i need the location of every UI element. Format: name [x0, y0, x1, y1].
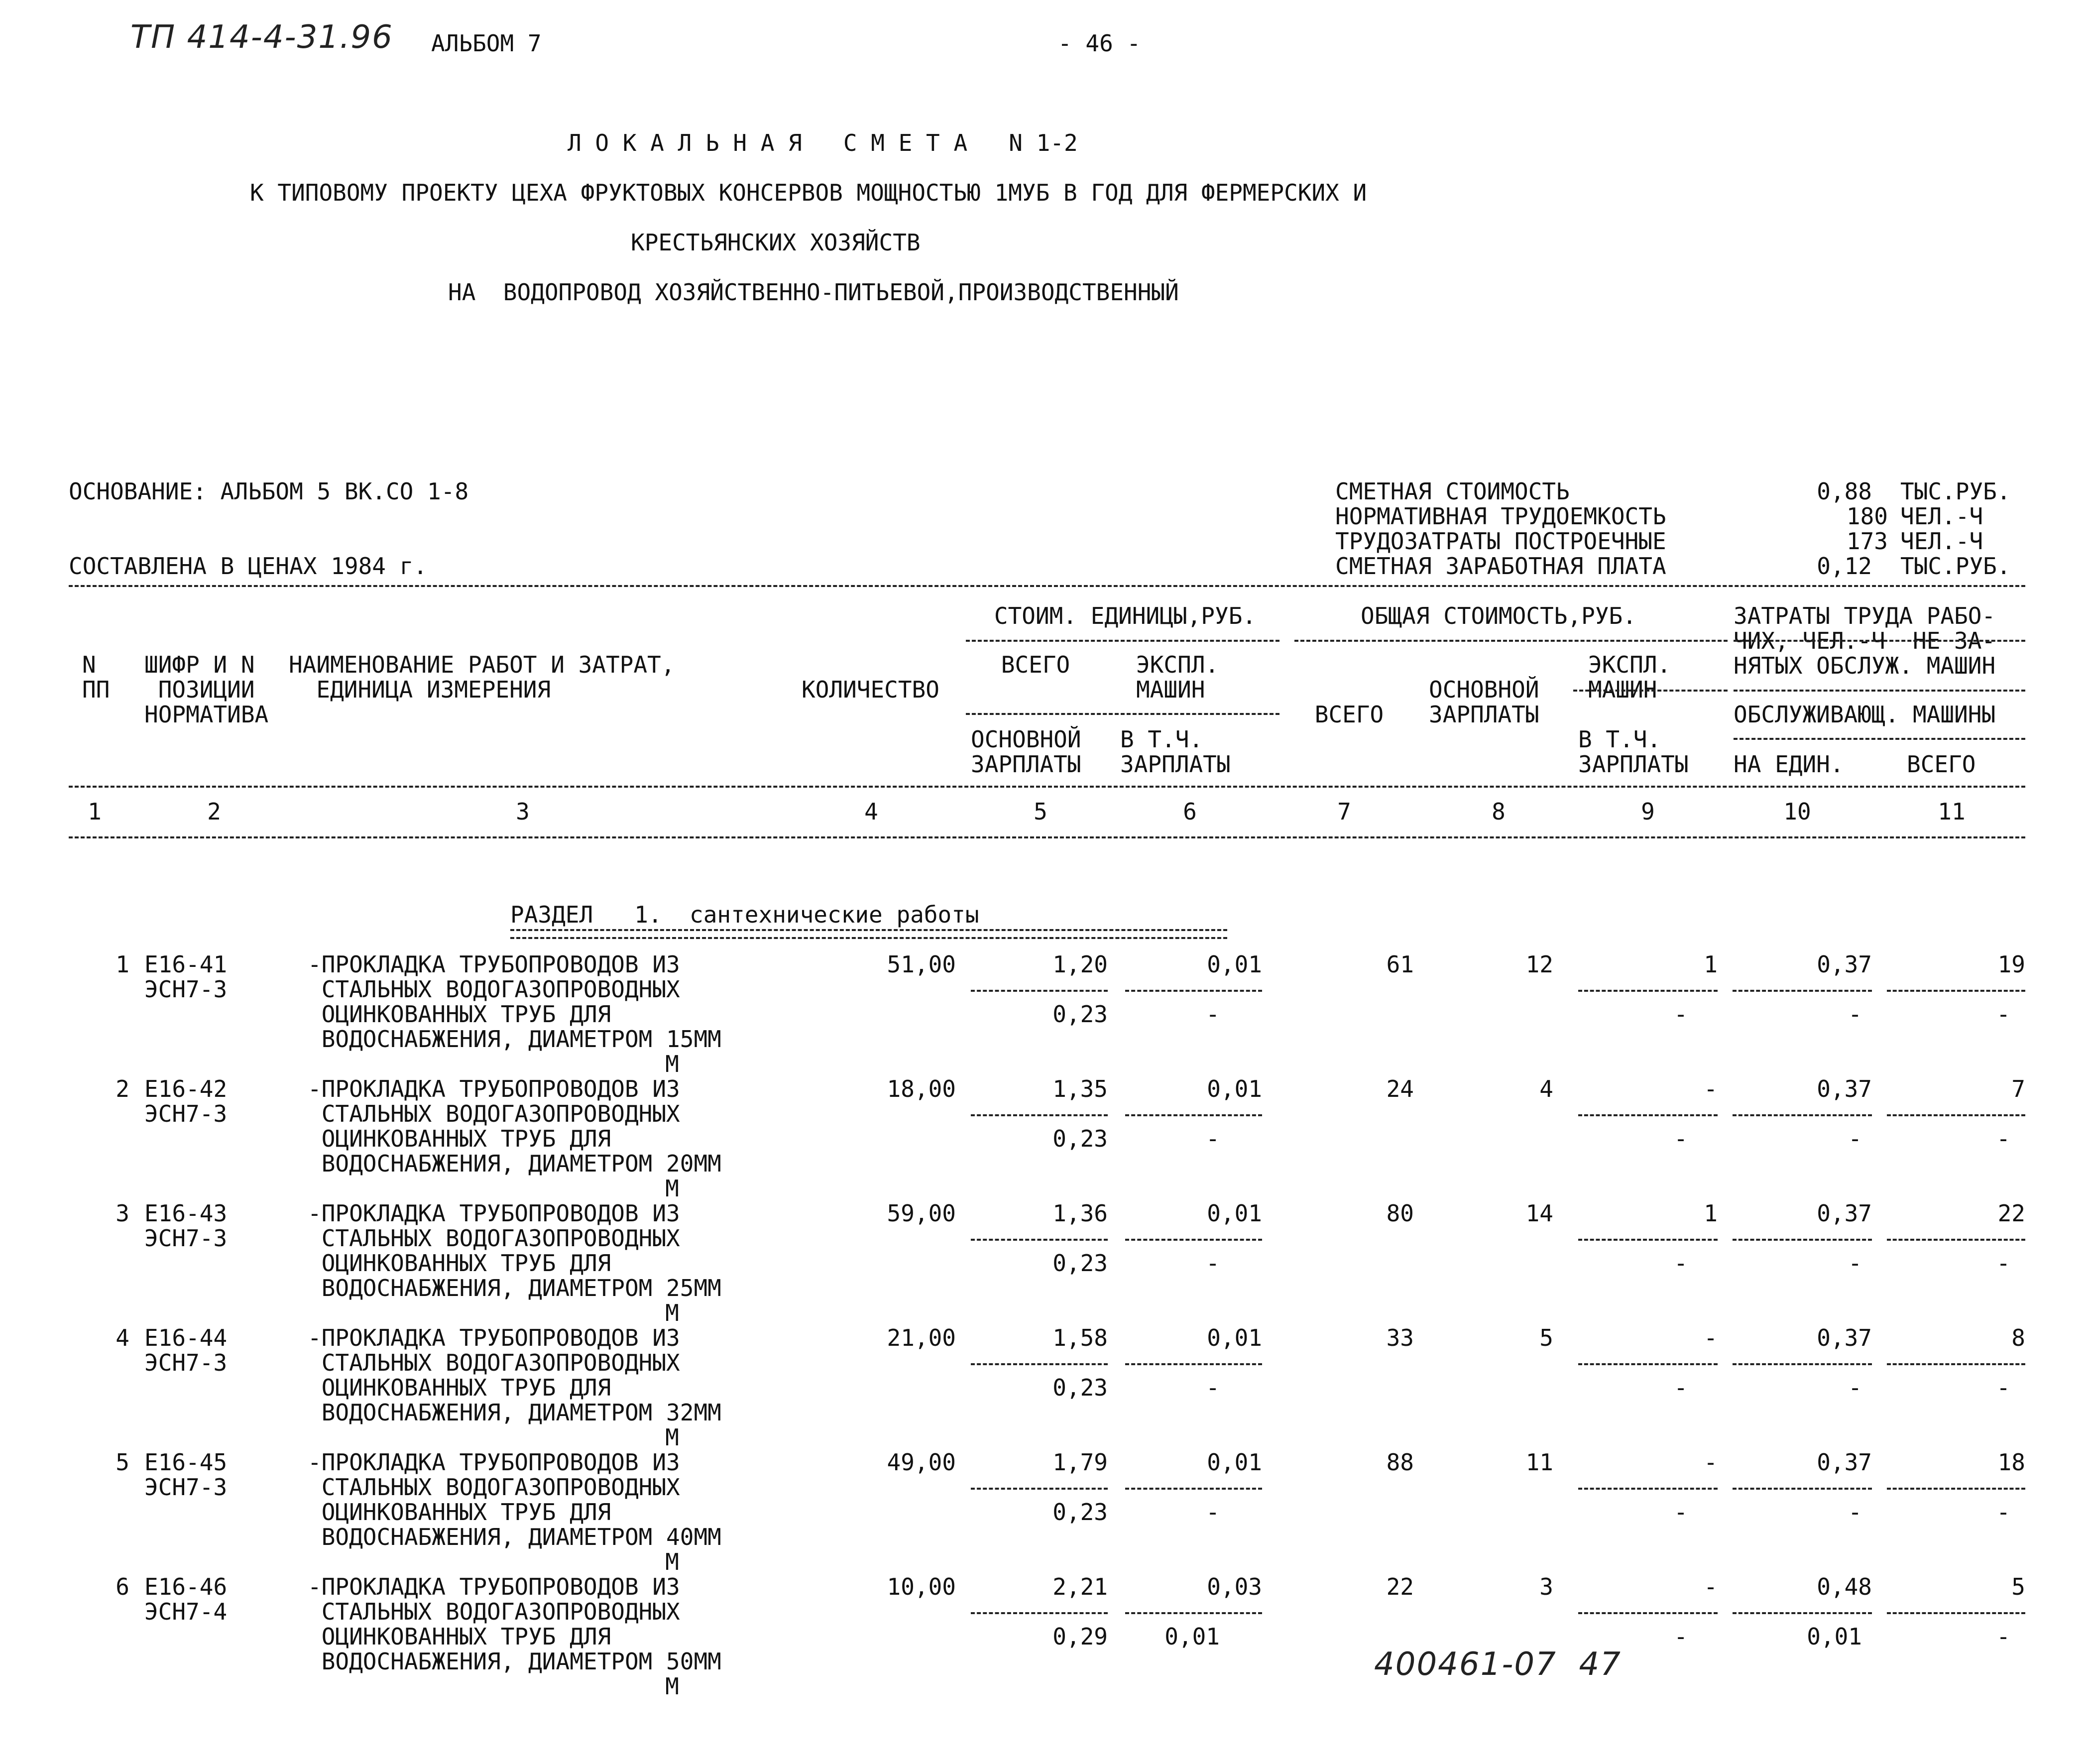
row-unit: М [665, 1051, 679, 1077]
column-number: 2 [207, 798, 221, 825]
row-quantity: 51,00 [887, 951, 956, 978]
row-service-per-unit: - [1848, 1499, 1862, 1526]
row-subvalue-rule [971, 1114, 1108, 1116]
column-number: 5 [1034, 798, 1047, 825]
section-underline [510, 929, 1227, 939]
header-rule [966, 640, 1279, 642]
column-number: 6 [1183, 798, 1197, 825]
row-total-cost: 24 [1386, 1075, 1414, 1102]
row-unit-machines: 0,01 [1207, 1324, 1262, 1351]
header-rule [1734, 640, 2025, 642]
row-unit: М [665, 1424, 679, 1451]
row-work-description: -ПРОКЛАДКА ТРУБОПРОВОДОВ ИЗ СТАЛЬНЫХ ВОДОГАЗОПРОВОДНЫХ ОЦИНКОВАННЫХ ТРУБ ДЛЯ ВОДОСНАБЖЕНИЯ, ДИАМЕТРОМ 15ММ [308, 951, 721, 1053]
row-unit-incl-wage: - [1206, 1001, 1220, 1028]
row-norm-code: Е16-46 [144, 1573, 228, 1600]
row-service-per-unit: 0,01 [1807, 1623, 1862, 1650]
header-rule [1734, 738, 2025, 740]
row-labor-total: 5 [2011, 1573, 2025, 1600]
summary-value: 173 [1846, 528, 1888, 555]
row-unit-total: 1,35 [1052, 1075, 1108, 1102]
header-bottom-rule [69, 786, 2025, 788]
column-number: 10 [1783, 798, 1811, 825]
row-labor-per-unit: 0,37 [1817, 1075, 1872, 1102]
column-number: 3 [516, 798, 530, 825]
row-subvalue-rule [1578, 1239, 1718, 1241]
header-qty: КОЛИЧЕСТВО [802, 676, 939, 703]
row-norm-code: Е16-42 [144, 1075, 228, 1102]
row-total-incl-wage: - [1674, 1250, 1688, 1277]
summary-unit: ЧЕЛ.-Ч [1900, 503, 1983, 530]
row-quantity: 21,00 [887, 1324, 956, 1351]
row-quantity: 59,00 [887, 1200, 956, 1227]
header-labor: ЗАТРАТЫ ТРУДА РАБО- ЧИХ, ЧЕЛ.-Ч НЕ ЗА- НЯТЫХ ОБСЛУЖ. МАШИН [1734, 602, 1996, 679]
row-subvalue-rule [1887, 990, 2025, 992]
row-service-total: - [1996, 1250, 2010, 1277]
row-unit-total: 2,21 [1052, 1573, 1108, 1600]
header-rule [1573, 690, 1728, 692]
row-unit-total: 1,79 [1052, 1449, 1108, 1476]
row-labor-per-unit: 0,37 [1817, 1200, 1872, 1227]
row-labor-per-unit: 0,37 [1817, 1449, 1872, 1476]
row-unit: М [665, 1175, 679, 1202]
row-labor-per-unit: 0,37 [1817, 951, 1872, 978]
row-unit-incl-wage: 0,01 [1164, 1623, 1220, 1650]
column-number: 9 [1641, 798, 1655, 825]
header-total-incl-wage: В Т.Ч. ЗАРПЛАТЫ [1578, 726, 1689, 778]
row-subvalue-rule [1125, 990, 1262, 992]
header-unit-incl-wage: В Т.Ч. ЗАРПЛАТЫ [1120, 726, 1231, 778]
document-code: ТП 414-4-31.96 [130, 19, 393, 56]
row-total-base-wage: 12 [1525, 951, 1553, 978]
row-quantity: 10,00 [887, 1573, 956, 1600]
row-subvalue-rule [971, 990, 1108, 992]
row-service-per-unit: - [1848, 1250, 1862, 1277]
estimate-subtitle: К ТИПОВОМУ ПРОЕКТУ ЦЕХА ФРУКТОВЫХ КОНСЕРВОВ МОЩНОСТЬЮ 1МУБ В ГОД ДЛЯ ФЕРМЕРСКИХ И [250, 179, 1367, 206]
estimate-object: НА ВОДОПРОВОД ХОЗЯЙСТВЕННО-ПИТЬЕВОЙ,ПРОИЗВОДСТВЕННЫЙ [448, 279, 1179, 306]
row-labor-per-unit: 0,37 [1817, 1324, 1872, 1351]
price-level-line: СОСТАВЛЕНА В ЦЕНАХ 1984 г. [69, 553, 428, 580]
row-unit-machines: 0,01 [1207, 1200, 1262, 1227]
row-total-machines: - [1704, 1324, 1718, 1351]
header-rule [1734, 690, 2025, 692]
header-name: НАИМЕНОВАНИЕ РАБОТ И ЗАТРАТ, ЕДИНИЦА ИЗМЕРЕНИЯ [289, 651, 675, 703]
summary-value: 0,12 [1817, 553, 1872, 580]
estimate-title: Л О К А Л Ь Н А Я С М Е Т А N 1-2 [568, 129, 1078, 156]
row-number: 1 [116, 951, 129, 978]
row-subvalue-rule [1125, 1488, 1262, 1490]
row-number: 4 [116, 1324, 129, 1351]
row-unit-incl-wage: - [1206, 1250, 1220, 1277]
row-labor-total: 18 [1997, 1449, 2025, 1476]
row-work-description: -ПРОКЛАДКА ТРУБОПРОВОДОВ ИЗ СТАЛЬНЫХ ВОДОГАЗОПРОВОДНЫХ ОЦИНКОВАННЫХ ТРУБ ДЛЯ ВОДОСНАБЖЕНИЯ, ДИАМЕТРОМ 32ММ [308, 1324, 721, 1426]
row-total-machines: - [1704, 1075, 1718, 1102]
row-subvalue-rule [1733, 1239, 1872, 1241]
row-norm-code: Е16-41 [144, 951, 228, 978]
album-label: АЛЬБОМ 7 [431, 30, 542, 57]
row-labor-per-unit: 0,48 [1817, 1573, 1872, 1600]
row-service-per-unit: - [1848, 1125, 1862, 1152]
row-subvalue-rule [1733, 1363, 1872, 1365]
row-unit-base-wage: 0,23 [1052, 1374, 1108, 1401]
summary-unit: ТЫС.РУБ. [1900, 553, 2011, 580]
column-number: 8 [1492, 798, 1506, 825]
column-number: 4 [864, 798, 878, 825]
summary-label: СМЕТНАЯ СТОИМОСТЬ [1335, 478, 1570, 505]
row-subvalue-rule [1887, 1114, 2025, 1116]
row-unit-incl-wage: - [1206, 1374, 1220, 1401]
row-total-machines: - [1704, 1449, 1718, 1476]
row-subvalue-rule [971, 1488, 1108, 1490]
row-service-per-unit: - [1848, 1001, 1862, 1028]
row-subvalue-rule [971, 1363, 1108, 1365]
row-unit-incl-wage: - [1206, 1125, 1220, 1152]
estimate-subtitle-cont: КРЕСТЬЯНСКИХ ХОЗЯЙСТВ [631, 229, 921, 256]
row-unit-machines: 0,01 [1207, 951, 1262, 978]
row-total-cost: 88 [1386, 1449, 1414, 1476]
row-work-description: -ПРОКЛАДКА ТРУБОПРОВОДОВ ИЗ СТАЛЬНЫХ ВОДОГАЗОПРОВОДНЫХ ОЦИНКОВАННЫХ ТРУБ ДЛЯ ВОДОСНАБЖЕНИЯ, ДИАМЕТРОМ 25ММ [308, 1200, 721, 1301]
row-total-incl-wage: - [1674, 1623, 1688, 1650]
header-labor-total: ВСЕГО [1907, 751, 1976, 778]
row-unit-machines: 0,01 [1207, 1449, 1262, 1476]
row-unit-base-wage: 0,23 [1052, 1001, 1108, 1028]
row-service-total: - [1996, 1499, 2010, 1526]
page-number: - 46 - [1058, 30, 1141, 57]
row-unit-base-wage: 0,29 [1052, 1623, 1108, 1650]
row-unit-total: 1,20 [1052, 951, 1108, 978]
row-total-cost: 33 [1386, 1324, 1414, 1351]
row-norm-subcode: ЭСН7-4 [144, 1598, 228, 1625]
row-labor-total: 8 [2011, 1324, 2025, 1351]
row-total-incl-wage: - [1674, 1001, 1688, 1028]
row-labor-total: 19 [1997, 951, 2025, 978]
summary-value: 0,88 [1817, 478, 1872, 505]
row-total-machines: 1 [1704, 1200, 1718, 1227]
header-labor-service: ОБСЛУЖИВАЮЩ. МАШИНЫ [1734, 701, 1996, 728]
row-subvalue-rule [1733, 990, 1872, 992]
row-norm-subcode: ЭСН7-3 [144, 1474, 228, 1501]
row-norm-code: Е16-43 [144, 1200, 228, 1227]
row-number: 3 [116, 1200, 129, 1227]
row-unit-machines: 0,01 [1207, 1075, 1262, 1102]
summary-label: СМЕТНАЯ ЗАРАБОТНАЯ ПЛАТА [1335, 553, 1666, 580]
row-service-total: - [1996, 1001, 2010, 1028]
row-total-base-wage: 11 [1525, 1449, 1553, 1476]
row-subvalue-rule [1578, 1363, 1718, 1365]
column-number: 11 [1938, 798, 1966, 825]
header-unit-total: ВСЕГО [1001, 651, 1070, 678]
row-service-total: - [1996, 1623, 2010, 1650]
header-total-machines: ЭКСПЛ. МАШИН [1588, 651, 1671, 703]
row-total-base-wage: 3 [1539, 1573, 1553, 1600]
row-labor-total: 7 [2011, 1075, 2025, 1102]
header-rule [966, 713, 1279, 715]
header-code: ШИФР И N ПОЗИЦИИ НОРМАТИВА [144, 651, 269, 728]
row-norm-code: Е16-44 [144, 1324, 228, 1351]
row-work-description: -ПРОКЛАДКА ТРУБОПРОВОДОВ ИЗ СТАЛЬНЫХ ВОДОГАЗОПРОВОДНЫХ ОЦИНКОВАННЫХ ТРУБ ДЛЯ ВОДОСНАБЖЕНИЯ, ДИАМЕТРОМ 50ММ [308, 1573, 721, 1675]
summary-label: НОРМАТИВНАЯ ТРУДОЕМКОСТЬ [1335, 503, 1666, 530]
row-total-base-wage: 14 [1525, 1200, 1553, 1227]
row-unit-base-wage: 0,23 [1052, 1125, 1108, 1152]
summary-unit: ЧЕЛ.-Ч [1900, 528, 1983, 555]
row-subvalue-rule [971, 1239, 1108, 1241]
row-unit: М [665, 1299, 679, 1326]
row-norm-code: Е16-45 [144, 1449, 228, 1476]
column-number-rule [69, 836, 2025, 838]
summary-label: ТРУДОЗАТРАТЫ ПОСТРОЕЧНЫЕ [1335, 528, 1666, 555]
row-subvalue-rule [1887, 1612, 2025, 1614]
row-labor-total: 22 [1997, 1200, 2025, 1227]
column-number: 7 [1337, 798, 1351, 825]
row-total-cost: 22 [1386, 1573, 1414, 1600]
header-n: N ПП [82, 651, 110, 703]
row-quantity: 49,00 [887, 1449, 956, 1476]
row-work-description: -ПРОКЛАДКА ТРУБОПРОВОДОВ ИЗ СТАЛЬНЫХ ВОДОГАЗОПРОВОДНЫХ ОЦИНКОВАННЫХ ТРУБ ДЛЯ ВОДОСНАБЖЕНИЯ, ДИАМЕТРОМ 40ММ [308, 1449, 721, 1550]
row-subvalue-rule [1733, 1114, 1872, 1116]
header-unit-cost: СТОИМ. ЕДИНИЦЫ,РУБ. [994, 602, 1257, 629]
row-subvalue-rule [1887, 1488, 2025, 1490]
row-number: 5 [116, 1449, 129, 1476]
row-service-total: - [1996, 1125, 2010, 1152]
row-subvalue-rule [1578, 1114, 1718, 1116]
row-subvalue-rule [1578, 990, 1718, 992]
row-norm-subcode: ЭСН7-3 [144, 1349, 228, 1376]
row-number: 2 [116, 1075, 129, 1102]
row-norm-subcode: ЭСН7-3 [144, 1225, 228, 1252]
row-subvalue-rule [1125, 1612, 1262, 1614]
row-norm-subcode: ЭСН7-3 [144, 976, 228, 1003]
section-title: РАЗДЕЛ 1. сантехнические работы [510, 901, 979, 928]
header-unit-machines: ЭКСПЛ. МАШИН [1136, 651, 1219, 703]
row-total-base-wage: 5 [1539, 1324, 1553, 1351]
header-unit-base-wage: ОСНОВНОЙ ЗАРПЛАТЫ [971, 726, 1081, 778]
row-total-machines: 1 [1704, 951, 1718, 978]
row-subvalue-rule [1125, 1239, 1262, 1241]
row-subvalue-rule [1733, 1612, 1872, 1614]
column-number: 1 [88, 798, 102, 825]
row-unit-base-wage: 0,23 [1052, 1250, 1108, 1277]
summary-value: 180 [1846, 503, 1888, 530]
row-subvalue-rule [1125, 1363, 1262, 1365]
header-total-all: ВСЕГО [1314, 701, 1384, 728]
row-subvalue-rule [1887, 1239, 2025, 1241]
header-total-cost: ОБЩАЯ СТОИМОСТЬ,РУБ. [1361, 602, 1636, 629]
row-subvalue-rule [1887, 1363, 2025, 1365]
row-unit-total: 1,36 [1052, 1200, 1108, 1227]
row-total-base-wage: 4 [1539, 1075, 1553, 1102]
row-work-description: -ПРОКЛАДКА ТРУБОПРОВОДОВ ИЗ СТАЛЬНЫХ ВОДОГАЗОПРОВОДНЫХ ОЦИНКОВАННЫХ ТРУБ ДЛЯ ВОДОСНАБЖЕНИЯ, ДИАМЕТРОМ 20ММ [308, 1075, 721, 1177]
row-total-cost: 61 [1386, 951, 1414, 978]
row-unit-total: 1,58 [1052, 1324, 1108, 1351]
header-rule [1294, 640, 1728, 642]
row-subvalue-rule [1578, 1612, 1718, 1614]
archive-number-stamp: 400461-07 47 [1374, 1646, 1622, 1683]
row-unit-machines: 0,03 [1207, 1573, 1262, 1600]
row-subvalue-rule [971, 1612, 1108, 1614]
row-subvalue-rule [1578, 1488, 1718, 1490]
summary-unit: ТЫС.РУБ. [1900, 478, 2011, 505]
row-total-incl-wage: - [1674, 1125, 1688, 1152]
header-labor-per-unit: НА ЕДИН. [1734, 751, 1844, 778]
row-unit-incl-wage: - [1206, 1499, 1220, 1526]
row-service-total: - [1996, 1374, 2010, 1401]
row-total-cost: 80 [1386, 1200, 1414, 1227]
row-unit-base-wage: 0,23 [1052, 1499, 1108, 1526]
row-quantity: 18,00 [887, 1075, 956, 1102]
row-unit: М [665, 1548, 679, 1575]
row-number: 6 [116, 1573, 129, 1600]
row-subvalue-rule [1125, 1114, 1262, 1116]
header-total-base-wage: ОСНОВНОЙ ЗАРПЛАТЫ [1429, 676, 1539, 728]
row-unit: М [665, 1673, 679, 1700]
row-norm-subcode: ЭСН7-3 [144, 1100, 228, 1127]
row-subvalue-rule [1733, 1488, 1872, 1490]
table-top-rule [69, 585, 2025, 587]
row-total-machines: - [1704, 1573, 1718, 1600]
basis-line: ОСНОВАНИЕ: АЛЬБОМ 5 ВК.СО 1-8 [69, 478, 469, 505]
row-total-incl-wage: - [1674, 1499, 1688, 1526]
row-total-incl-wage: - [1674, 1374, 1688, 1401]
row-service-per-unit: - [1848, 1374, 1862, 1401]
